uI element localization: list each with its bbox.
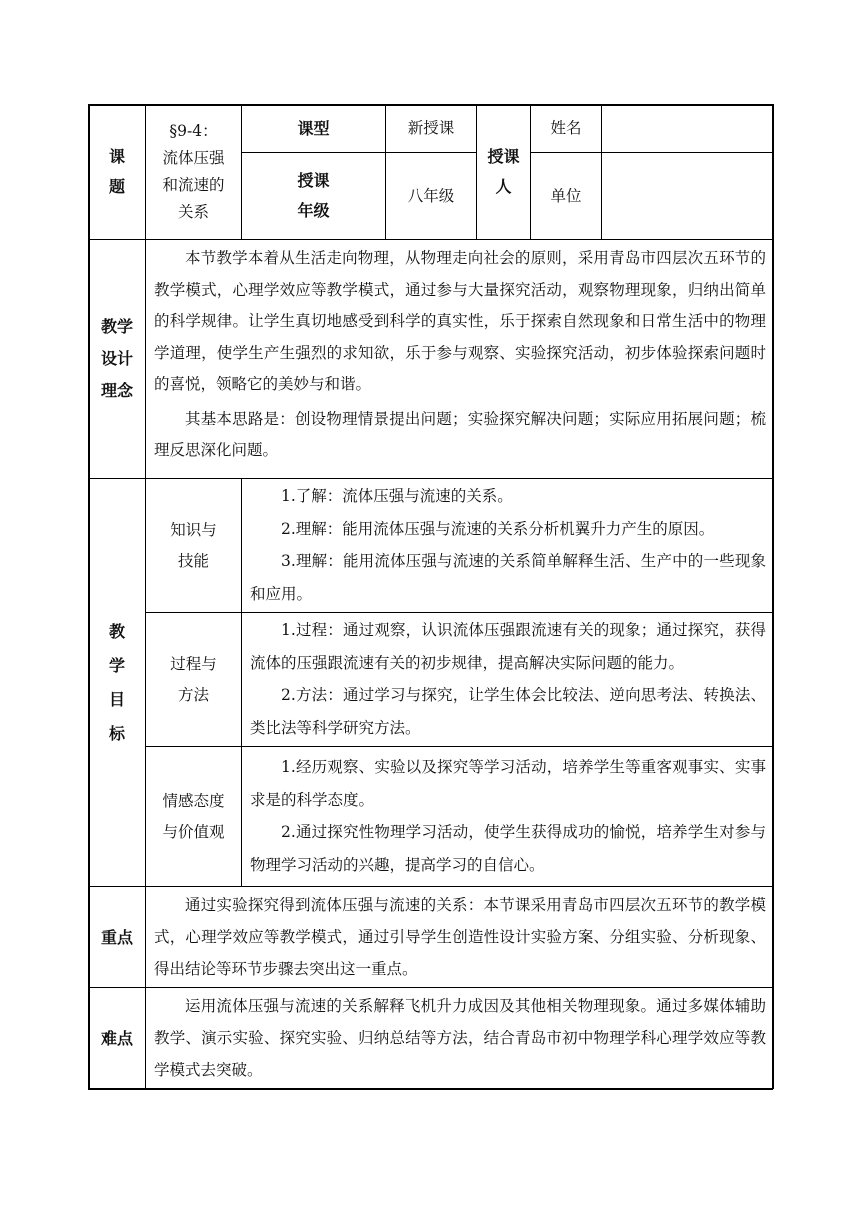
- design-paragraph-1: 本节教学本着从生活走向物理，从物理走向社会的原则，采用青岛市四层次五环节的教学模式，心理学效应等教学模式，通过参与大量探究活动，观察物理现象，归纳出简单的科学规律。让学生真切地感受到科学的真实性，乐于探索自然现象和日常生活中的物理学道理，使学生产生强烈的求知欲，乐于参与观察、实验探究活动，初步体验探索问题时的喜悦，领略它的美妙与和谐。: [154, 249, 766, 393]
- grade-value: 八年级: [407, 186, 455, 205]
- emotion-label-line-1: 情感态度: [162, 791, 225, 810]
- lesson-type-value: 新授课: [407, 119, 455, 137]
- lesson-type-label: 课型: [297, 119, 330, 138]
- design-label-line-2: 设计: [100, 349, 133, 368]
- knowledge-item-1: 1.了解：流体压强与流速的关系。: [281, 487, 513, 505]
- name-label: 姓名: [550, 119, 582, 137]
- knowledge-label-line-1: 知识与: [170, 520, 217, 539]
- process-label: [146, 613, 241, 746]
- goals-label-char-4: 标: [108, 723, 125, 743]
- key-point-label: 重点: [100, 927, 133, 947]
- knowledge-item-3: 3.理解：能用流体压强与流速的关系简单解释生活、生产中的一些现象和应用。: [250, 552, 766, 603]
- goals-label-char-3: 目: [108, 689, 125, 709]
- knowledge-label: [146, 479, 241, 612]
- design-label-line-1: 教学: [100, 317, 133, 336]
- topic-line-2: 流体压强: [162, 149, 225, 167]
- grade-label-line-2: 年级: [297, 201, 330, 220]
- unit-label: 单位: [550, 186, 582, 205]
- process-items: [242, 614, 772, 746]
- process-label-line-1: 过程与: [170, 654, 217, 673]
- process-item-2: 2.方法：通过学习与探究，让学生体会比较法、逆向思考法、转换法、类比法等科学研究方法。: [250, 686, 766, 737]
- topic-label-line-2: 题: [108, 177, 125, 196]
- goals-label-char-1: 教: [108, 621, 125, 641]
- teacher-label-line-1: 授课: [487, 147, 520, 166]
- key-point-text: 通过实验探究得到流体压强与流速的关系：本节课采用青岛市四层次五环节的教学模式，心理学效应等教学模式，通过引导学生创造性设计实验方案、分组实验、分析现象、得出结论等环节步骤去突出这一重点。: [154, 896, 766, 978]
- emotion-item-1: 1.经历观察、实验以及探究等学习活动，培养学生等重客观事实、实事求是的科学态度。: [250, 758, 766, 809]
- topic-label-line-1: 课: [108, 147, 125, 166]
- design-paragraph-2: 其基本思路是：创设物理情景提出问题；实验探究解决问题；实际应用拓展问题；梳理反思深化问题。: [154, 409, 766, 459]
- topic-line-4: 关系: [177, 203, 209, 221]
- process-item-1: 1.过程：通过观察，认识流体压强跟流速有关的现象；通过探究，获得流体的压强跟流速有关的初步规律，提高解决实际问题的能力。: [250, 621, 766, 672]
- topic-label: [89, 105, 145, 239]
- emotion-label-line-2: 与价值观: [162, 822, 225, 841]
- emotion-item-2: 2.通过探究性物理学习活动，使学生获得成功的愉悦，培养学生对参与物理学习活动的兴趣，提高学习的自信心。: [250, 823, 766, 874]
- knowledge-items: [242, 480, 772, 612]
- grade-label: [242, 153, 385, 239]
- name-value-field[interactable]: [602, 105, 772, 152]
- teacher-label: [477, 105, 530, 239]
- process-label-line-2: 方法: [177, 685, 209, 704]
- emotion-label: [146, 747, 241, 886]
- design-label: [89, 240, 145, 478]
- topic-line-1: §9-4：: [169, 122, 218, 140]
- topic-line-3: 和流速的: [162, 176, 225, 194]
- goals-label-char-2: 学: [108, 655, 125, 675]
- emotion-items: [242, 751, 772, 885]
- knowledge-item-2: 2.理解：能用流体压强与流速的关系分析机翼升力产生的原因。: [281, 519, 715, 538]
- design-label-line-3: 理念: [100, 381, 133, 400]
- topic-value: [146, 105, 241, 239]
- unit-value-field[interactable]: [602, 153, 772, 239]
- teacher-label-line-2: 人: [495, 177, 512, 196]
- grade-label-line-1: 授课: [297, 171, 330, 190]
- design-text: [146, 243, 772, 477]
- difficult-point-text: 运用流体压强与流速的关系解释飞机升力成因及其他相关物理现象。通过多媒体辅助教学、演示实验、探究实验、归纳总结等方法，结合青岛市初中物理学科心理学效应等教学模式去突破。: [154, 997, 766, 1079]
- difficult-point-label: 难点: [100, 1028, 133, 1048]
- goals-label: [89, 479, 145, 886]
- knowledge-label-line-2: 技能: [177, 551, 209, 570]
